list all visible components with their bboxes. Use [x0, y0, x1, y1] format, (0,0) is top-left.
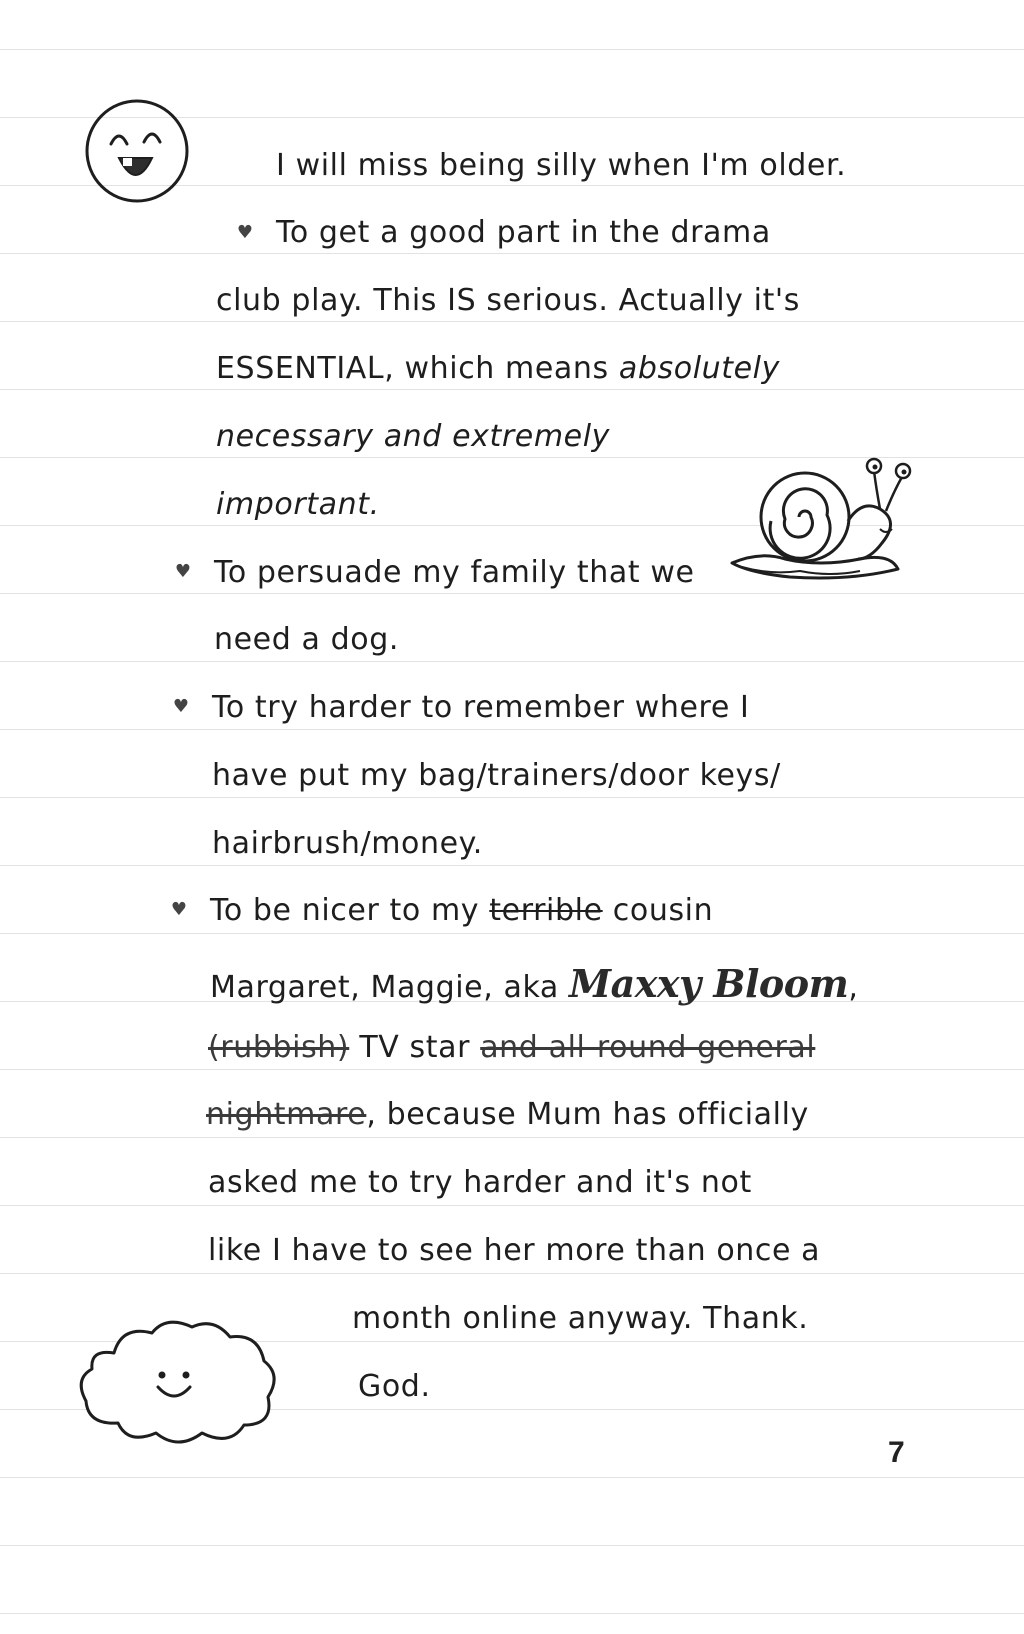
text-segment: , — [848, 970, 859, 1005]
scribbled-out-word: nightmare — [206, 1097, 367, 1132]
text-segment: cousin — [602, 893, 714, 928]
text-line — [206, 1097, 809, 1132]
text-line: have put my bag/trainers/door keys/ — [212, 758, 781, 793]
text-segment: ESSENTIAL, which means — [216, 351, 619, 386]
crossed-out-word: terrible — [489, 893, 603, 928]
heart-bullet-icon: ♥ — [172, 696, 190, 717]
text-line: month online anyway. Thank. — [352, 1301, 809, 1336]
text-line: necessary and extremely — [216, 419, 610, 454]
scribbled-out-phrase: and all-round general — [480, 1030, 816, 1065]
text-segment: To be nicer to my — [210, 893, 490, 928]
scribbled-out-word: (rubbish) — [208, 1030, 350, 1065]
text-segment: TV star — [349, 1030, 481, 1065]
page-number: 7 — [888, 1436, 905, 1469]
bullet-text: To try harder to remember where I — [212, 690, 750, 725]
italic-word: absolutely — [618, 351, 780, 386]
text-line — [208, 1030, 815, 1065]
text-line: club play. This IS serious. Actually it's — [216, 283, 801, 318]
text-line: hairbrush/money. — [212, 826, 483, 861]
bullet-text — [210, 893, 713, 928]
text-line: need a dog. — [214, 622, 400, 657]
text-line — [210, 961, 858, 1006]
heart-bullet-icon: ♥ — [236, 222, 254, 243]
text-line: I will miss being silly when I'm older. — [276, 148, 847, 183]
heart-bullet-icon: ♥ — [174, 561, 192, 582]
snail-icon — [730, 455, 915, 585]
heart-bullet-icon: ♥ — [170, 899, 188, 920]
bullet-text: To persuade my family that we — [214, 555, 695, 590]
text-line: God. — [358, 1369, 431, 1404]
text-segment: Margaret, Maggie, aka — [210, 970, 570, 1005]
stylised-name: Maxxy Bloom — [569, 961, 849, 1006]
text-line: important. — [216, 487, 380, 522]
bullet-text: To get a good part in the drama — [276, 215, 771, 250]
text-line: like I have to see her more than once a — [208, 1233, 821, 1268]
smiling-cloud-icon — [74, 1313, 284, 1453]
text-segment: , because Mum has officially — [366, 1097, 809, 1132]
text-line — [216, 351, 780, 386]
smiley-face-icon — [84, 98, 192, 206]
text-line: asked me to try harder and it's not — [208, 1165, 752, 1200]
